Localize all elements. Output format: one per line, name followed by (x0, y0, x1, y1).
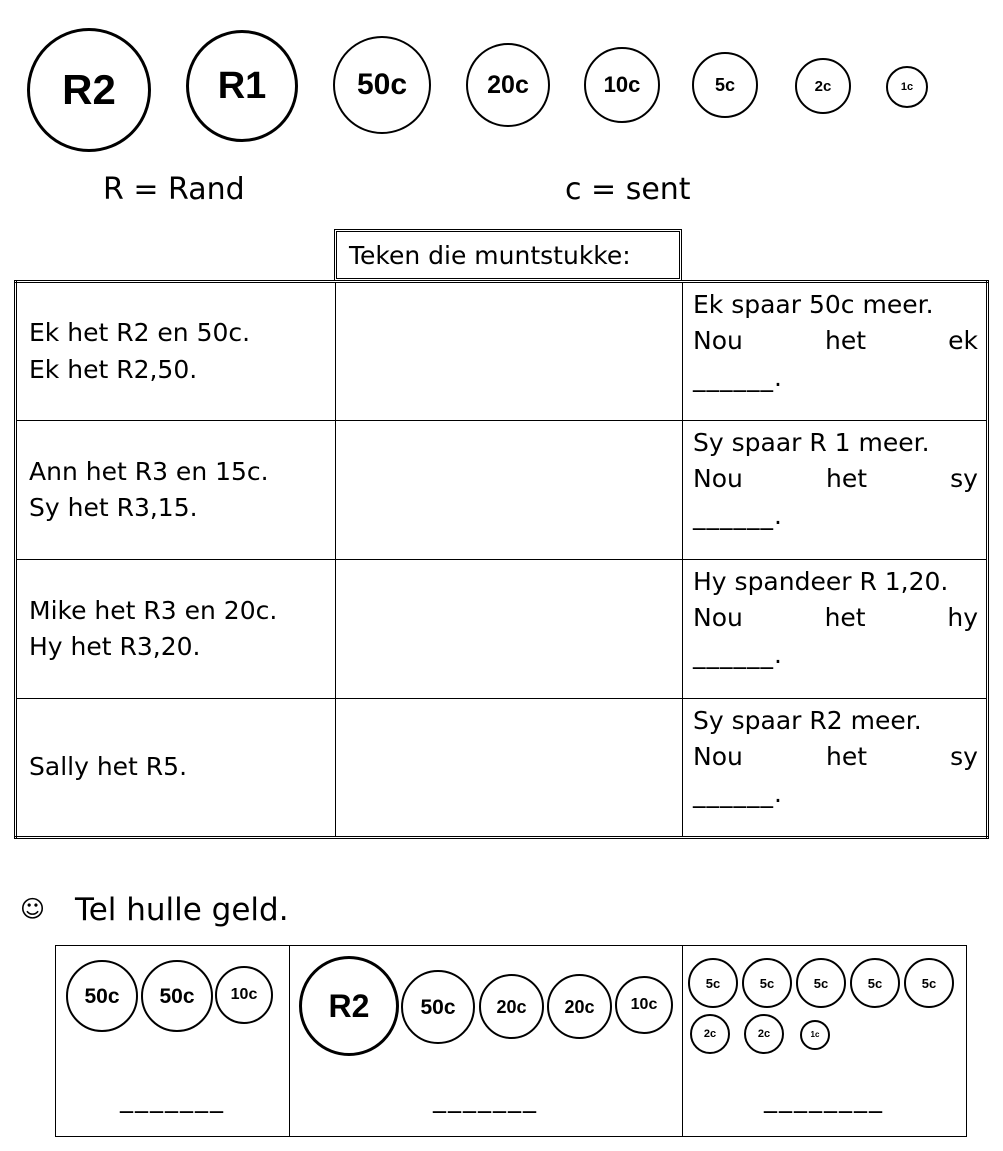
het-word: het (824, 603, 866, 633)
amount-line-2: Hy het R3,20. (29, 632, 201, 661)
amount-line-1: Mike het R3 en 20c. (29, 595, 278, 625)
drawing-area[interactable] (336, 699, 683, 838)
coin-10c: 10c (584, 47, 660, 123)
amount-cell (16, 421, 336, 560)
amount-cell (16, 560, 336, 699)
count-group (289, 946, 683, 1136)
answer-blank[interactable]: _______ (120, 1084, 225, 1114)
table-row (16, 560, 988, 699)
amount-line-1: Ann het R3 en 15c. (29, 456, 269, 486)
question-text: Hy spandeer R 1,20. (693, 567, 949, 596)
amount-cell (16, 282, 336, 421)
question-cell (683, 282, 988, 421)
question-cell (683, 421, 988, 560)
drawing-area[interactable] (336, 560, 683, 699)
legend-rand: R = Rand (103, 172, 245, 207)
coin-5c: 5c (796, 958, 846, 1008)
coin-50c: 50c (141, 960, 213, 1032)
coin-2c: 2c (744, 1014, 784, 1054)
nou-word: Nou (693, 742, 743, 772)
question-cell (683, 560, 988, 699)
answer-blank[interactable]: ______. (693, 500, 783, 530)
drawing-area[interactable] (336, 421, 683, 560)
coin-2c: 2c (690, 1014, 730, 1054)
amount-line-1: Ek het R2 en 50c. (29, 318, 251, 348)
question-text: Ek spaar 50c meer. (693, 290, 934, 319)
het-word: het (824, 326, 866, 356)
coin-10c: 10c (615, 976, 673, 1034)
count-group (682, 946, 966, 1136)
nou-word: Nou (693, 603, 743, 633)
table-row (16, 282, 988, 421)
question-cell (683, 699, 988, 838)
het-word: het (825, 742, 868, 772)
coin-20c: 20c (547, 974, 612, 1039)
smiley-icon: ☺ (20, 895, 46, 923)
pronoun-word: hy (947, 603, 978, 633)
question-text: Sy spaar R 1 meer. (693, 428, 930, 457)
coin-50c: 50c (333, 36, 431, 134)
coin-r2: R2 (27, 28, 151, 152)
answer-blank[interactable]: ________ (764, 1084, 884, 1114)
answer-blank[interactable]: ______. (693, 362, 783, 392)
count-instruction (20, 892, 289, 928)
coin-5c: 5c (904, 958, 954, 1008)
answer-blank[interactable]: ______. (693, 639, 783, 669)
pronoun-word: sy (950, 742, 978, 772)
table-row (16, 699, 988, 838)
coin-r2: R2 (299, 956, 399, 1056)
draw-coins-header: Teken die muntstukke: (334, 229, 682, 281)
pronoun-word: ek (948, 326, 978, 356)
answer-blank[interactable]: _______ (433, 1084, 538, 1114)
coin-50c: 50c (66, 960, 138, 1032)
coin-r1: R1 (186, 30, 298, 142)
coin-20c: 20c (479, 974, 544, 1039)
table-row (16, 421, 988, 560)
coin-5c: 5c (742, 958, 792, 1008)
coin-20c: 20c (466, 43, 550, 127)
count-money-box (55, 945, 967, 1137)
amount-cell (16, 699, 336, 838)
coin-2c: 2c (795, 58, 851, 114)
answer-blank[interactable]: ______. (693, 778, 783, 808)
pronoun-word: sy (950, 464, 978, 494)
coin-5c: 5c (850, 958, 900, 1008)
drawing-area[interactable] (336, 282, 683, 421)
amount-line-1: Sally het R5. (29, 752, 188, 782)
nou-word: Nou (693, 464, 743, 494)
instruction-text: Tel hulle geld. (75, 892, 289, 928)
coin-5c: 5c (688, 958, 738, 1008)
het-word: het (825, 464, 868, 494)
nou-word: Nou (693, 326, 743, 356)
count-group (56, 946, 290, 1136)
money-table (14, 280, 989, 839)
coin-50c: 50c (401, 970, 475, 1044)
coin-1c: 1c (800, 1020, 830, 1050)
coin-5c: 5c (692, 52, 758, 118)
coin-1c: 1c (886, 66, 928, 108)
amount-line-2: Ek het R2,50. (29, 354, 198, 384)
legend-sent: c = sent (565, 172, 691, 207)
question-text: Sy spaar R2 meer. (693, 706, 922, 735)
amount-line-2: Sy het R3,15. (29, 493, 198, 522)
coin-10c: 10c (215, 966, 273, 1024)
